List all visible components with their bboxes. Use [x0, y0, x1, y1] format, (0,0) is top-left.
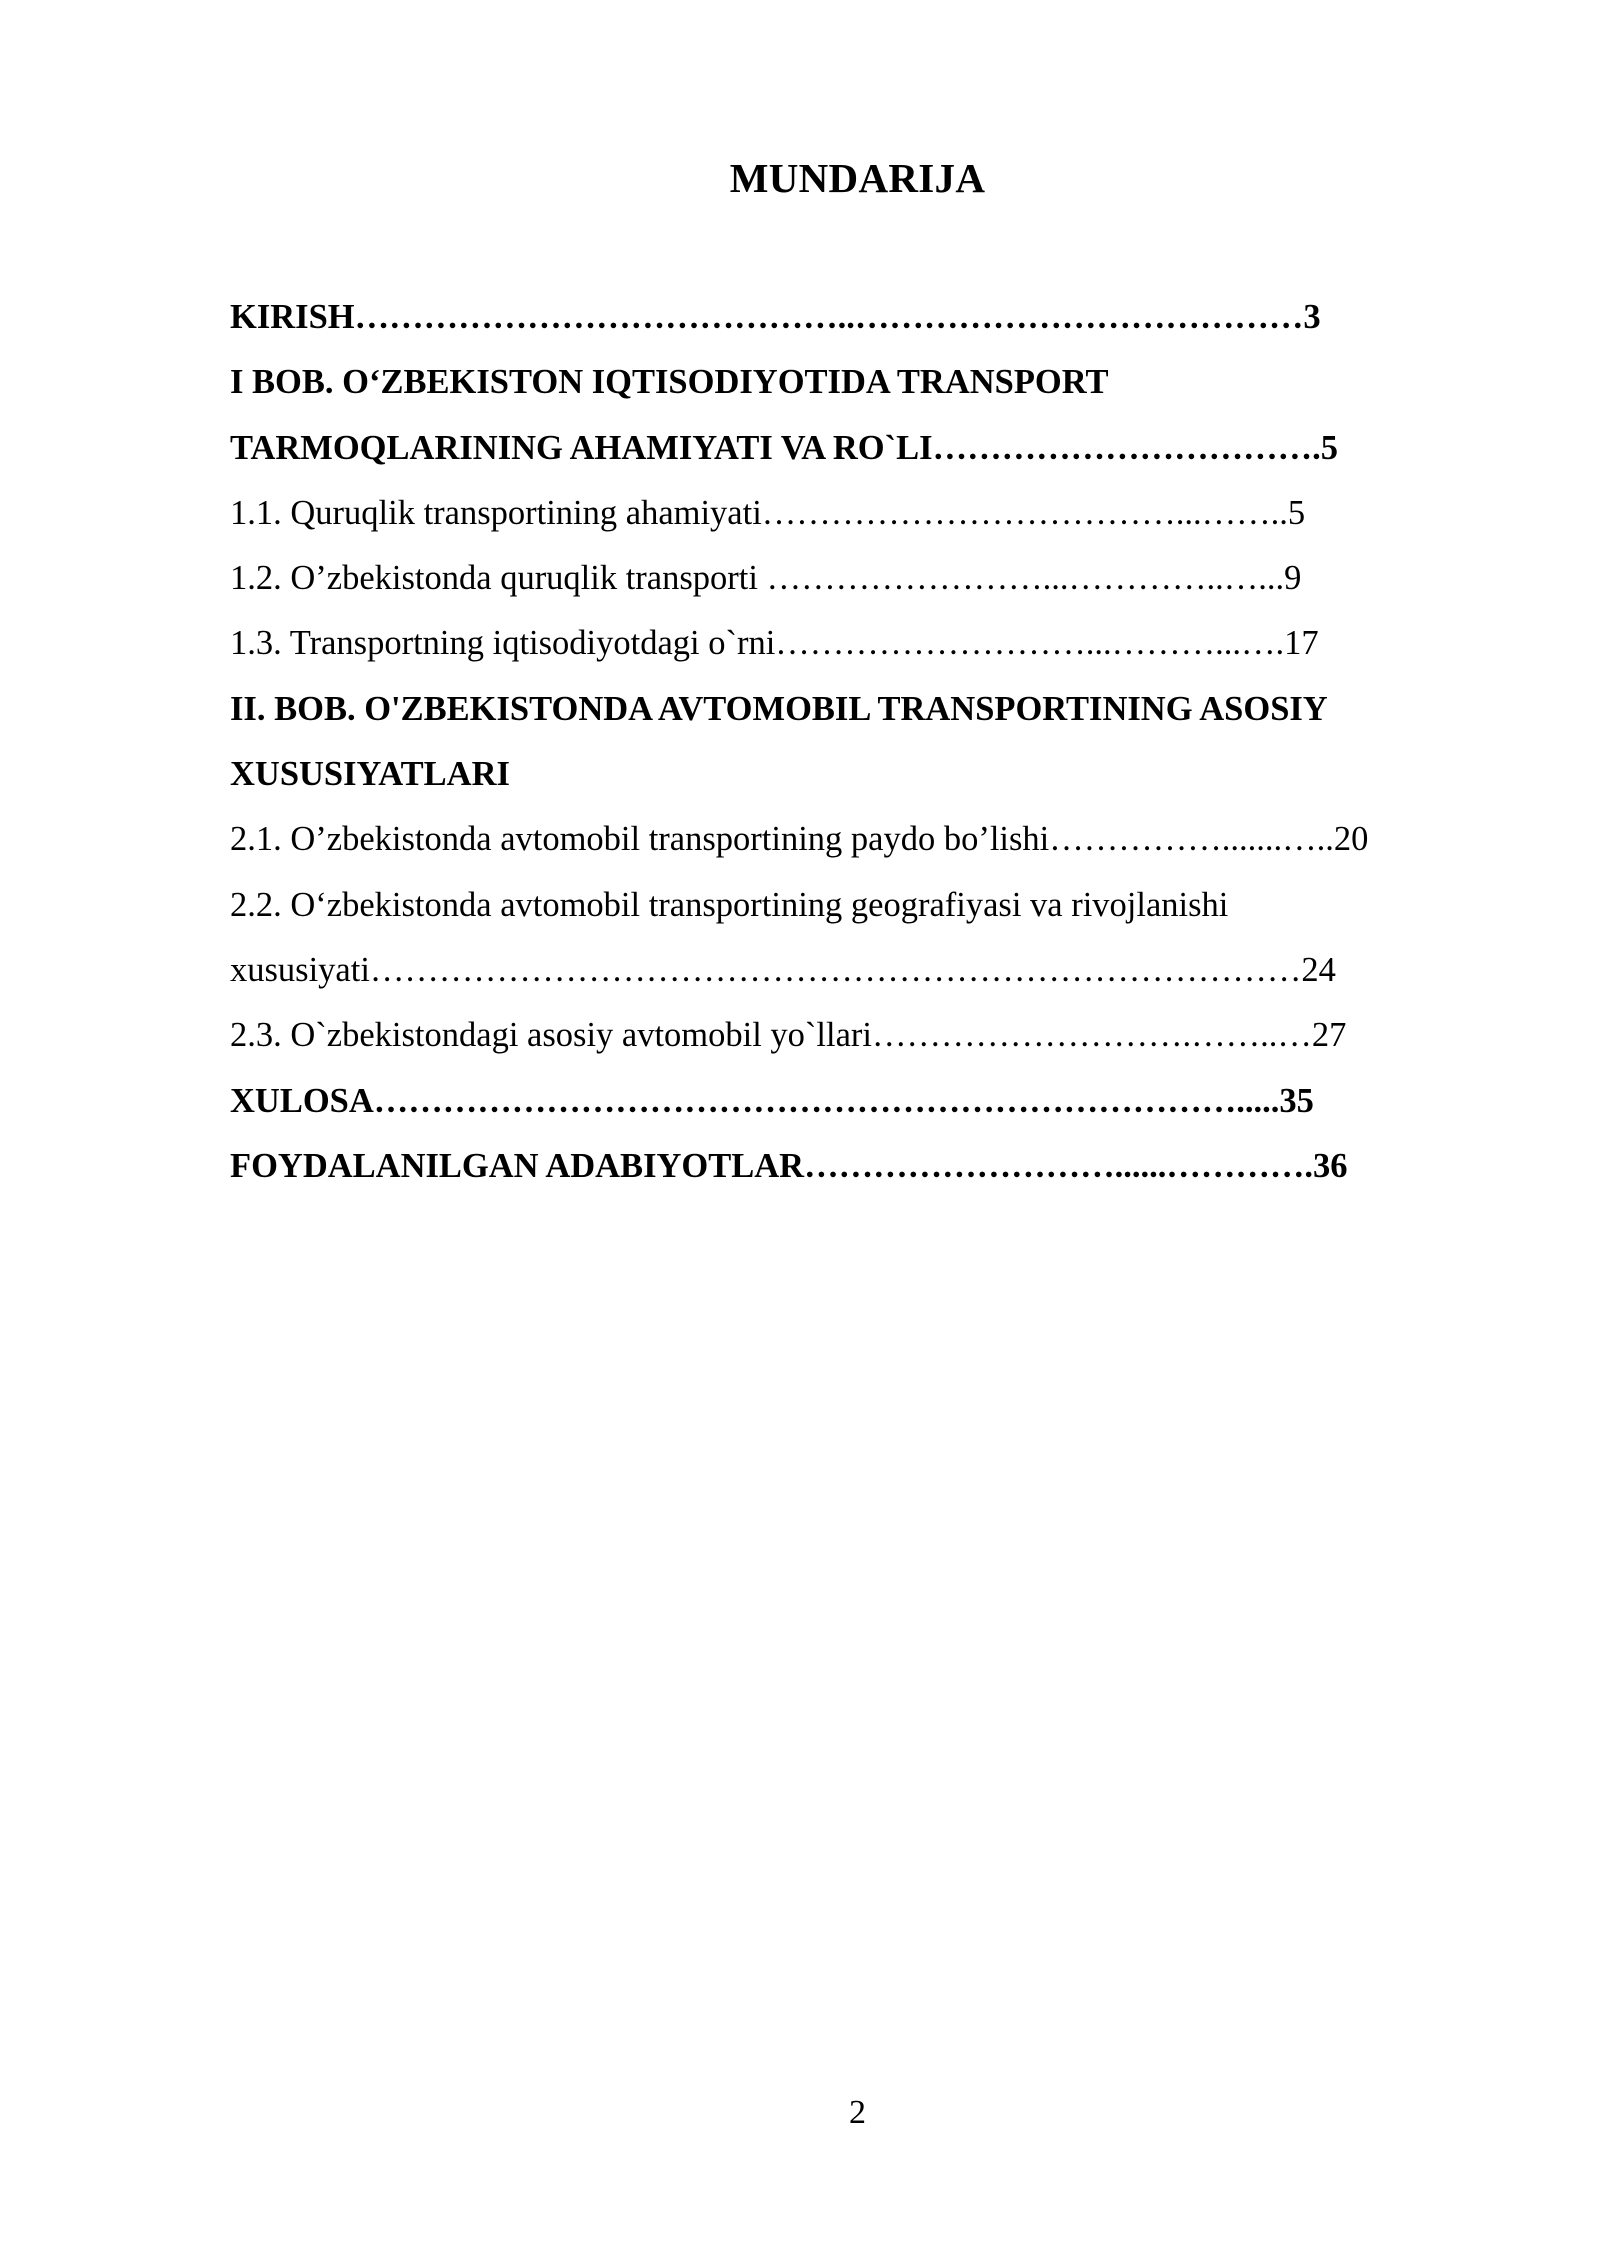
toc-line: TARMOQLARINING AHAMIYATI VA RO`LI…………………………….5: [230, 428, 1338, 467]
toc-line: XUSUSIYATLARI: [230, 755, 510, 794]
toc-line: KIRISH……………………………………..…………………………………3: [230, 298, 1321, 336]
toc-line: FOYDALANILGAN ADABIYOTLAR………………………......………….36: [230, 1146, 1348, 1185]
toc-line: XULOSA………………………………………………………………….....35: [230, 1081, 1314, 1120]
toc-line: 2.1. O’zbekistonda avtomobil transportining paydo bo’lishi…………….......…..20: [230, 820, 1369, 859]
toc-line: II. BOB. O'ZBEKISTONDA AVTOMOBIL TRANSPORTINING ASOSIY: [230, 689, 1328, 728]
page-title: MUNDARIJA: [729, 155, 986, 201]
toc-line: 2.3. O`zbekistondagi asosiy avtomobil yo`llari……………………….……..…27: [230, 1016, 1347, 1055]
page-number: 2: [849, 2094, 866, 2131]
toc-line: I BOB. O‘ZBEKISTON IQTISODIYOTIDA TRANSPORT: [230, 363, 1109, 402]
table-of-contents: [230, 285, 1530, 1199]
toc-line: 1.1. Quruqlik transportining ahamiyati………………………………...……..5: [230, 493, 1306, 532]
toc-line: 1.3. Transportning iqtisodiyotdagi o`rni………………………...………...….17: [230, 624, 1319, 663]
toc-line: xususiyati………………………………………………………………………24: [230, 950, 1336, 989]
toc-line: 1.2. O’zbekistonda quruqlik transporti ……………………...…………..…...9: [230, 559, 1302, 598]
toc-line: 2.2. O‘zbekistonda avtomobil transportining geografiyasi va rivojlanishi: [230, 885, 1229, 924]
